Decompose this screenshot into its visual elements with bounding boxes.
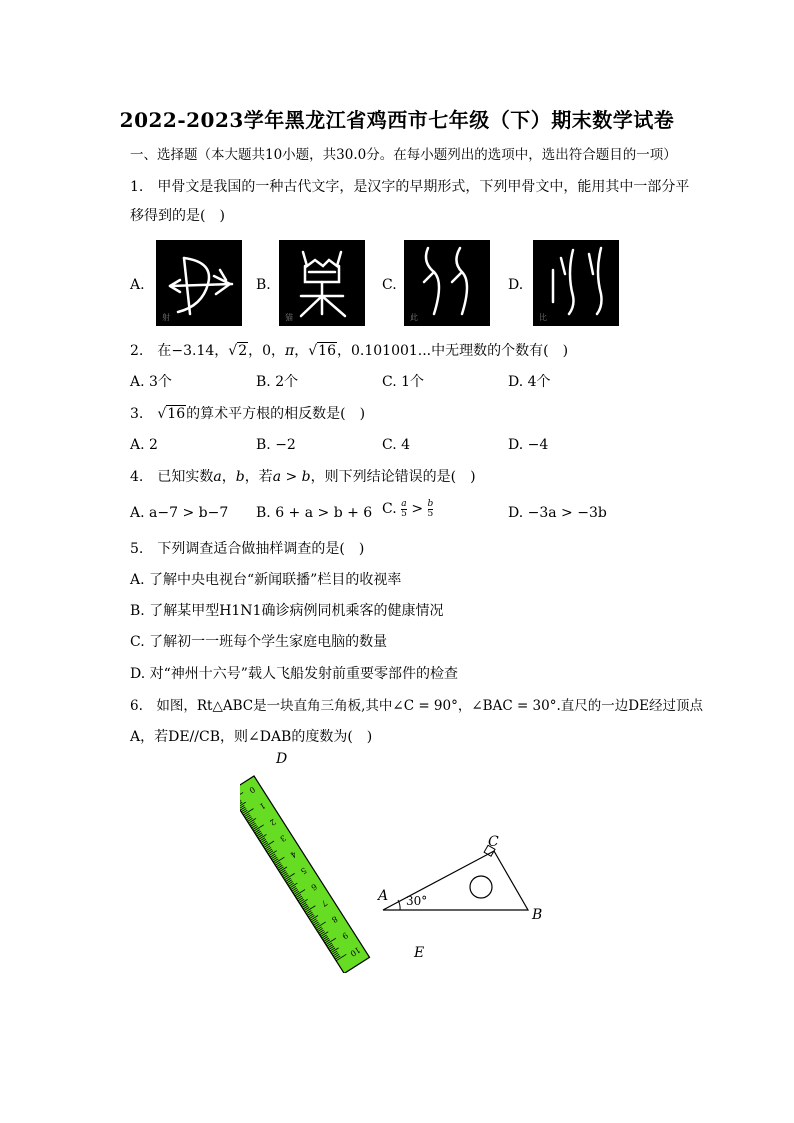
- ruler-tick-label: 3: [278, 833, 288, 844]
- q2-num: 2. 在: [130, 343, 172, 359]
- set-square: [383, 845, 528, 910]
- q4-c-num-b: b: [427, 498, 434, 509]
- q4-option-a: A. a−7 > b−7: [130, 505, 229, 521]
- q4-stem: [130, 467, 476, 487]
- q4-option-d: D. −3a > −3b: [508, 505, 607, 521]
- ruler-tick-label: 10: [348, 945, 362, 959]
- q1-option-d-label: D.: [508, 277, 524, 293]
- q4-c-num-a: a: [401, 498, 407, 509]
- q2-pre: −3.14，: [171, 343, 229, 359]
- q2-comma: ，: [294, 343, 309, 359]
- q1-option-c-image: [404, 240, 490, 326]
- ruler-tick-label: 7: [319, 897, 329, 909]
- q4-c-frac-a: [401, 500, 407, 519]
- q2-option-a: A. 3个: [130, 374, 172, 390]
- ruler-tick-label: 5: [299, 865, 309, 876]
- q1-line2: 移得到的是( ): [130, 208, 225, 224]
- q2-stem: 2. 在−3.14，√2，0，π，√16，0.101001...中无理数的个数有( ): [130, 343, 569, 359]
- q4-c-gt: >: [411, 501, 424, 517]
- q5-option-b: B. 了解某甲型H1N1确诊病例同机乘客的健康情况: [130, 603, 444, 619]
- label-angle-30: 30°: [406, 894, 428, 908]
- q2-option-b: B. 2个: [256, 374, 299, 390]
- label-e: E: [414, 945, 425, 961]
- q4-text1: 4. 已知实数: [130, 469, 214, 485]
- q1-line1: 1. 甲骨文是我国的一种古代文字，是汉字的早期形式，下列甲骨文中，能用其中一部分平: [130, 179, 690, 195]
- q4-b: b: [235, 469, 245, 485]
- q4-c-den-a: 5: [401, 508, 407, 519]
- q1-option-d-image: [533, 240, 619, 326]
- q4-option-c: [382, 499, 433, 519]
- q4-option-b: B. 6 + a > b + 6: [256, 505, 373, 521]
- q4-text2: ，若: [244, 469, 273, 485]
- q4-c-label: C.: [382, 501, 397, 517]
- q3-stem: 3. √16的算术平方根的相反数是( ): [130, 406, 366, 422]
- q2-pi: π: [285, 343, 295, 359]
- q2-sqrt16: 16: [318, 343, 336, 359]
- q1-option-a-label: A.: [130, 277, 145, 293]
- ruler-tick-label: 1: [257, 800, 267, 812]
- q1-option-c-label: C.: [382, 277, 397, 293]
- q3-option-d: D. −4: [508, 437, 549, 453]
- q4-c-frac-b: [428, 500, 434, 519]
- q5-option-a: A. 了解中央电视台“新闻联播”栏目的收视率: [130, 572, 402, 588]
- ruler-tick-label: 8: [330, 914, 340, 925]
- q2-option-d: D. 4个: [508, 374, 551, 390]
- q5-option-c: C. 了解初一一班每个学生家庭电脑的数量: [130, 634, 388, 650]
- ruler-tick-label: 0: [247, 784, 257, 795]
- ruler-tick-label: 4: [288, 849, 298, 860]
- q6-line2: A，若DE//CB，则∠DAB的度数为( ): [130, 729, 373, 745]
- label-c: C: [488, 834, 499, 850]
- section-header: 一、选择题（本大题共10小题，共30.0分。在每小题列出的选项中，选出符合题目的一项）: [130, 147, 677, 163]
- q1-option-b-image: [279, 240, 365, 326]
- q4-cond: a > b: [272, 469, 311, 485]
- q6-figure: [240, 748, 560, 973]
- q3-option-b: B. −2: [256, 437, 296, 453]
- exam-title: 2022-2023学年黑龙江省鸡西市七年级（下）期末数学试卷: [119, 108, 675, 132]
- q1-a-caption: 射: [162, 313, 170, 322]
- q5-option-d: D. 对“神州十六号”载人飞船发射前重要零部件的检查: [130, 666, 458, 682]
- set-square-hole: [470, 876, 492, 898]
- q5-stem: 5. 下列调查适合做抽样调查的是( ): [130, 541, 365, 557]
- ruler-tick-label: 9: [340, 930, 350, 941]
- label-b: B: [532, 907, 543, 923]
- q1-option-b-label: B.: [256, 277, 271, 293]
- q1-option-a-image: [156, 240, 242, 326]
- q3-option-a: A. 2: [130, 437, 158, 453]
- q2-sqrt2: 2: [238, 343, 248, 359]
- q4-c-den-b: 5: [427, 508, 434, 519]
- q6-line1: 6. 如图，Rt△ABC是一块直角三角板,其中∠C = 90°，∠BAC = 30°.直尺的一边DE经过顶点: [130, 698, 703, 714]
- q3-text: 的算术平方根的相反数是( ): [186, 406, 366, 422]
- q4-text3: ，则下列结论错误的是( ): [310, 469, 476, 485]
- q4-a: a: [213, 469, 222, 485]
- q2-mid: ，0，: [248, 343, 286, 359]
- q1-d-caption: 比: [539, 313, 547, 322]
- label-d: D: [276, 751, 288, 767]
- q3-sqrt16: 16: [167, 406, 186, 422]
- label-a: A: [378, 888, 389, 904]
- q2-option-c: C. 1个: [382, 374, 425, 390]
- q2-post: ，0.101001...中无理数的个数有( ): [336, 343, 569, 359]
- q1-c-caption: 此: [410, 313, 418, 322]
- ruler-tick-label: 2: [268, 816, 278, 828]
- q3-option-c: C. 4: [382, 437, 411, 453]
- q4-sep: ，: [221, 469, 236, 485]
- q1-b-caption: 猫: [285, 313, 293, 322]
- ruler-tick-label: 6: [309, 881, 319, 893]
- q3-num: 3.: [130, 406, 158, 422]
